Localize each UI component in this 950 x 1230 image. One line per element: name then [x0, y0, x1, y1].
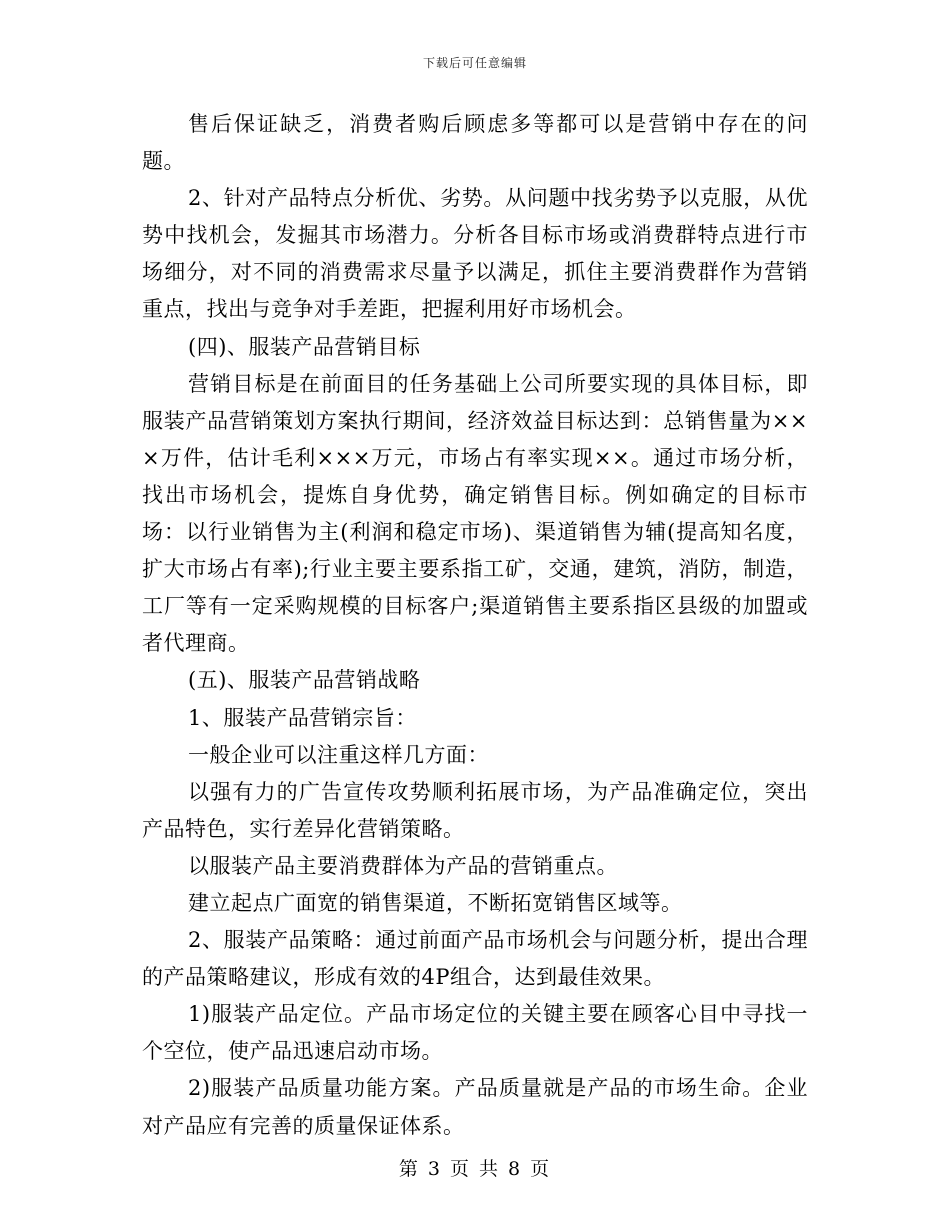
- document-body: [142, 106, 808, 1145]
- paragraph: 2、针对产品特点分析优、劣势。从问题中找劣势予以克服，从优势中找机会，发掘其市场潜力。分析各目标市场或消费群特点进行市场细分，对不同的消费需求尽量予以满足，抓住主要消费群作为营销重点，找出与竞争对手差距，把握利用好市场机会。: [142, 186, 808, 322]
- section-heading: (四)、服装产品营销目标: [188, 334, 421, 359]
- paragraph: 2)服装产品质量功能方案。产品质量就是产品的市场生命。企业对产品应有完善的质量保证体系。: [142, 1076, 808, 1138]
- paragraph: 一般企业可以注重这样几方面：: [188, 742, 489, 767]
- header-note: 下载后可任意编辑: [422, 56, 527, 70]
- paragraph: 1)服装产品定位。产品市场定位的关键主要在顾客心目中寻找一个空位，使产品迅速启动市场。: [142, 1002, 808, 1064]
- paragraph: 营销目标是在前面目的任务基础上公司所要实现的具体目标，即服装产品营销策划方案执行期间，经济效益目标达到：总销售量为×××万件，估计毛利×××万元，市场占有率实现××。通过市场分析，找出市场机会，提炼自身优势，确定销售目标。例如确定的目标市场：以行业销售为主(利润和稳定市场)、渠道销售为辅(提高知名度，扩大市场占有率);行业主要主要系指工矿，交通，建筑，消防，制造，工厂等有一定采购规模的目标客户;渠道销售主要系指区县级的加盟或者代理商。: [142, 371, 808, 656]
- paragraph: 售后保证缺乏，消费者购后顾虑多等都可以是营销中存在的问题。: [142, 112, 808, 174]
- paragraph: 以服装产品主要消费群体为产品的营销重点。: [188, 853, 618, 878]
- paragraph: 2、服装产品策略：通过前面产品市场机会与问题分析，提出合理的产品策略建议，形成有效的4P组合，达到最佳效果。: [142, 928, 808, 990]
- paragraph: 建立起点广面宽的销售渠道，不断拓宽销售区域等。: [188, 890, 683, 915]
- section-heading: (五)、服装产品营销战略: [188, 668, 421, 693]
- paragraph: 以强有力的广告宣传攻势顺利拓展市场，为产品准确定位，突出产品特色，实行差异化营销策略。: [142, 779, 808, 841]
- page-number: 第 3 页 共 8 页: [398, 1158, 552, 1180]
- subsection-heading: 1、服装产品营销宗旨：: [188, 705, 417, 730]
